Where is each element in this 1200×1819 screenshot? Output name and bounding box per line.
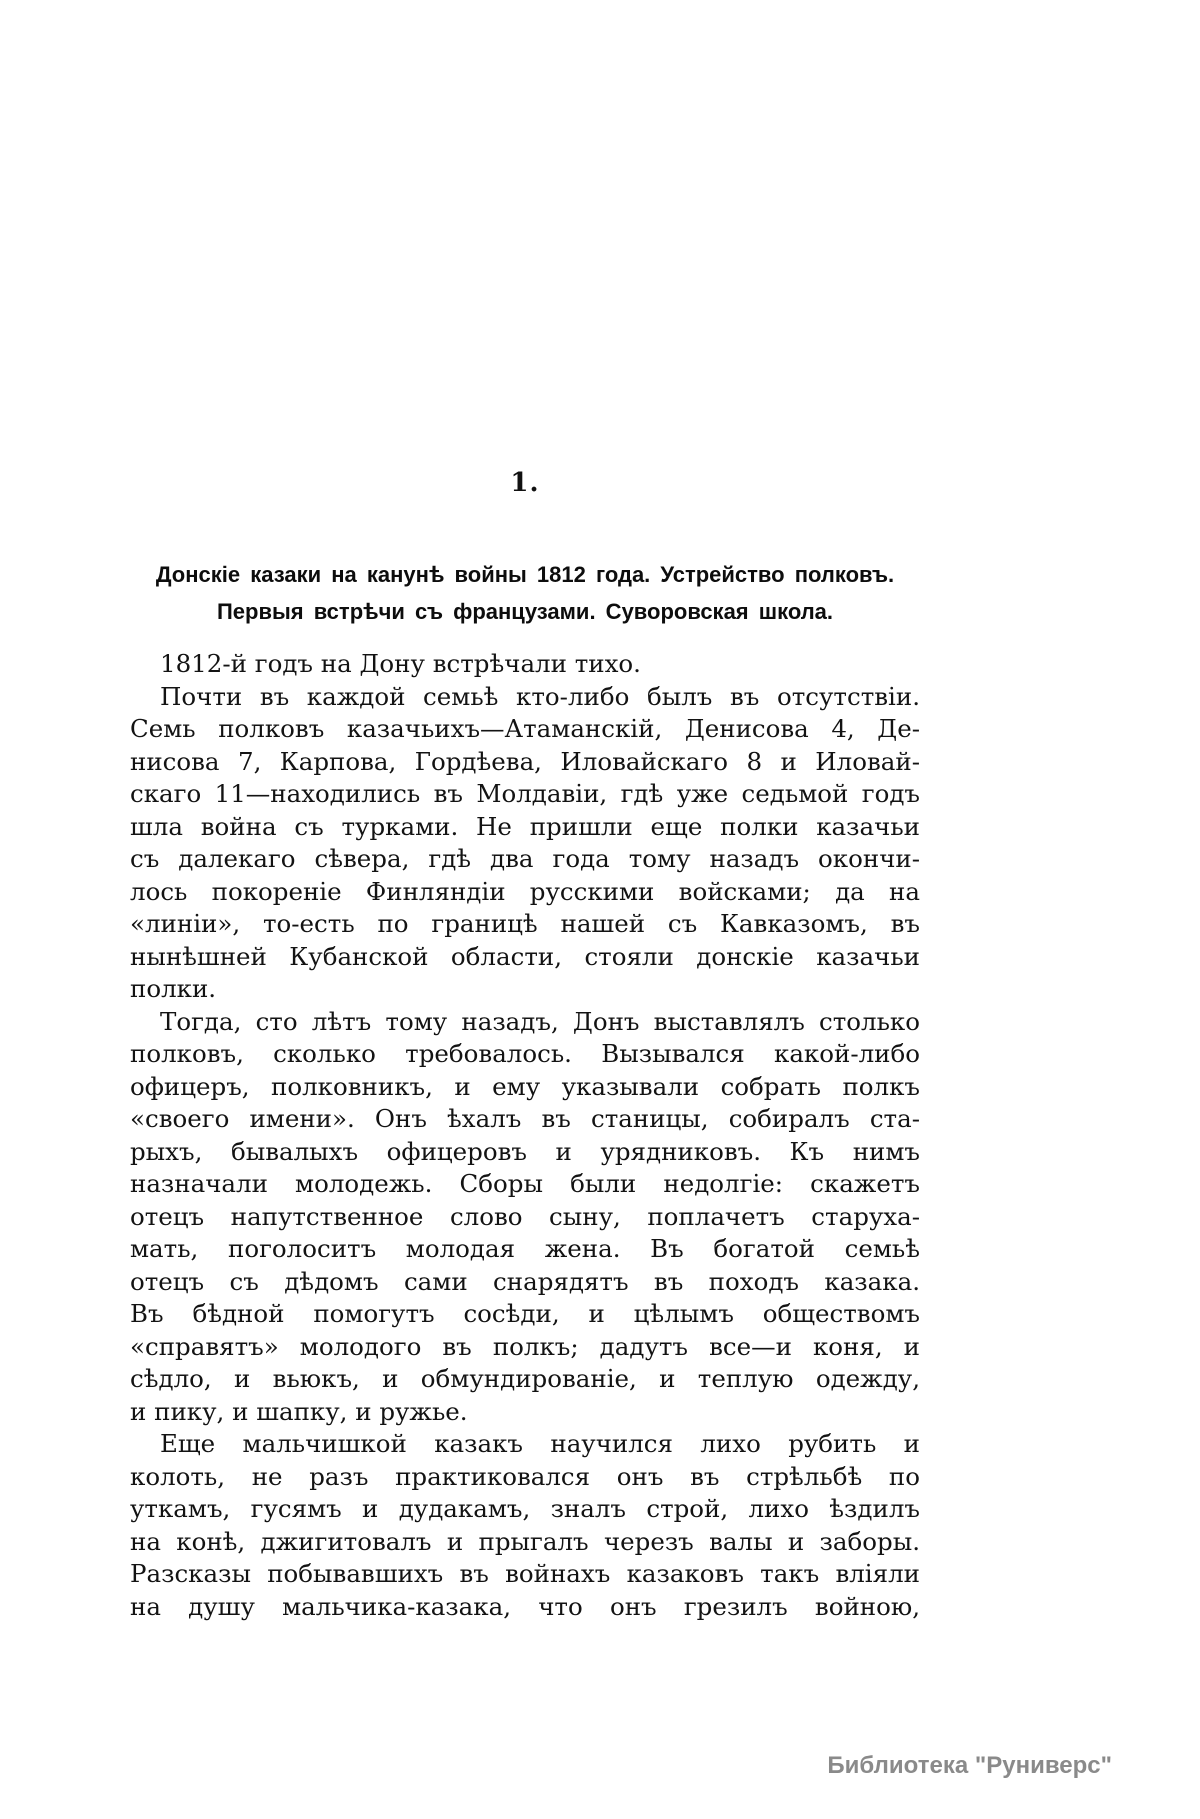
chapter-heading-line-2: Первыя встрѣчи съ французами. Суворовская школа. — [216, 599, 834, 624]
text-line: офицеръ, полковникъ, и ему указывали собрать полкъ — [130, 1071, 920, 1101]
text-line: скаго 11—находились въ Молдавіи, гдѣ уже седьмой годъ — [130, 779, 920, 808]
text-line: мать, поголоситъ молодая жена. Въ богатой семьѣ — [130, 1234, 920, 1263]
text-line: «линіи», то-есть по границѣ нашей съ Кавказомъ, въ — [130, 909, 920, 938]
text-block — [130, 648, 920, 1623]
text-line: отецъ съ дѣдомъ сами снарядятъ въ походъ казака. — [130, 1266, 920, 1296]
text-line: назначали молодежь. Сборы были недолгіе: скажетъ — [130, 1169, 920, 1198]
text-line: на конѣ, джигитовалъ и прыгалъ черезъ валы и заборы. — [130, 1526, 920, 1556]
page-number: 1. — [510, 468, 540, 498]
chapter-heading — [128, 556, 922, 630]
text-line: «своего имени». Онъ ѣхалъ въ станицы, собиралъ ста- — [130, 1104, 920, 1133]
text-line: Тогда, сто лѣтъ тому назадъ, Донъ выставлялъ столько — [160, 1006, 920, 1036]
text-line: и пику, и шапку, и ружье. — [130, 1396, 468, 1426]
text-line: полковъ, сколько требовалось. Вызывался какой-либо — [130, 1039, 920, 1068]
text-line: сѣдло, и вьюкъ, и обмундированіе, и теплую одежду, — [130, 1364, 920, 1393]
text-line: шла война съ турками. Не пришли еще полки казачьи — [130, 811, 920, 841]
text-line: рыхъ, бывалыхъ офицеровъ и урядниковъ. Къ нимъ — [130, 1136, 920, 1166]
library-watermark: Библиотека "Руниверс" — [827, 1752, 1112, 1779]
text-line: съ далекаго сѣвера, гдѣ два года тому назадъ окончи- — [130, 844, 920, 873]
text-line: «справятъ» молодого въ полкъ; дадутъ все—и коня, и — [130, 1331, 920, 1361]
chapter-heading-line-1: Донскіе казаки на канунѣ войны 1812 года. Устрейство полковъ. — [155, 562, 895, 587]
text-line: 1812-й годъ на Дону встрѣчали тихо. — [160, 649, 641, 678]
text-line: полки. — [130, 974, 217, 1003]
text-line: Еще мальчишкой казакъ научился лихо рубить и — [160, 1429, 920, 1458]
text-line: Почти въ каждой семьѣ кто-либо былъ въ отсутствіи. — [160, 681, 920, 711]
text-line: отецъ напутственное слово сыну, поплачетъ старуха- — [130, 1201, 920, 1231]
text-line: колоть, не разъ практиковался онъ въ стрѣльбѣ по — [130, 1461, 920, 1491]
text-line: нисова 7, Карпова, Гордѣева, Иловайскаго 8 и Иловай- — [130, 746, 920, 776]
text-line: уткамъ, гусямъ и дудакамъ, зналъ строй, лихо ѣздилъ — [130, 1494, 920, 1523]
text-line: Въ бѣдной помогутъ сосѣди, и цѣлымъ обществомъ — [130, 1299, 920, 1328]
text-line: Семь полковъ казачьихъ—Атаманскій, Денисова 4, Де- — [130, 714, 920, 743]
text-line: Разсказы побывавшихъ въ войнахъ казаковъ такъ вліяли — [130, 1559, 920, 1588]
text-line: лось покореніе Финляндіи русскими войсками; да на — [130, 876, 920, 906]
text-line: нынѣшней Кубанской области, стояли донскіе казачьи — [130, 941, 920, 971]
text-line: на душу мальчика-казака, что онъ грезилъ войною, — [130, 1591, 920, 1621]
